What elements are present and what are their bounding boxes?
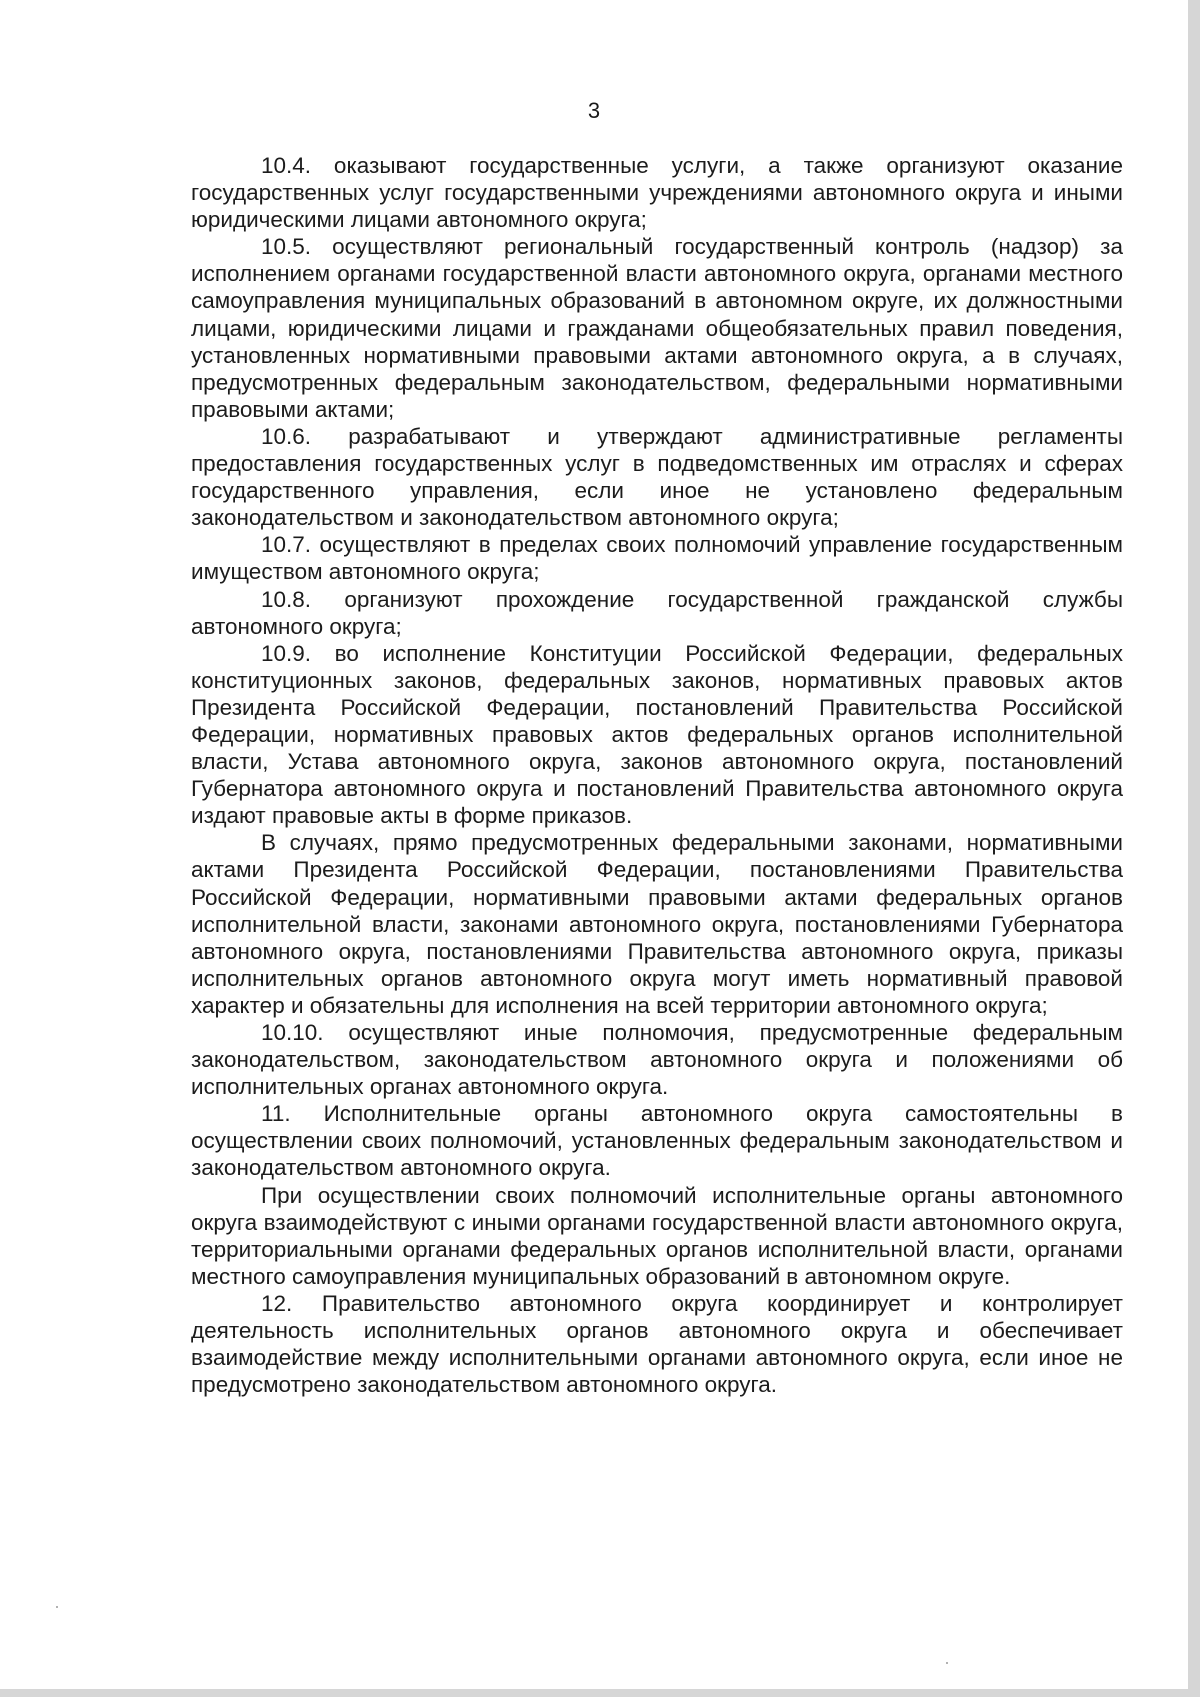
paragraph-11: 11. Исполнительные органы автономного округа самостоятельны в осуществлении своих полномочий, установленных федеральным законодательством и законодательством автономного округа. <box>191 1101 1123 1181</box>
paragraph-10-9: 10.9. во исполнение Конституции Российской Федерации, федеральных конституционных законов, федеральных законов, нормативных правовых актов Президента Российской Федерации, постановлений Правительства Российской Федерации, нормативных правовых актов федеральных органов исполнительной власти, Устава автономного округа, законов автономного округа, постановлений Губернатора автономного округа и постановлений Правительства автономного округа издают правовые акты в форме приказов. <box>191 640 1123 829</box>
paragraph-10-10: 10.10. осуществляют иные полномочия, предусмотренные федеральным законодательством, законодательством автономного округа и положениями об исполнительных органах автономного округа. <box>191 1020 1123 1100</box>
page-number: 3 <box>587 98 601 123</box>
paragraph-10-8: 10.8. организуют прохождение государственной гражданской службы автономного округа; <box>191 586 1123 639</box>
document-body <box>191 152 1123 1398</box>
paragraph-10-7: 10.7. осуществляют в пределах своих полномочий управление государственным имуществом автономного округа; <box>191 532 1123 585</box>
scan-speck <box>56 1606 58 1608</box>
paragraph-12: 12. Правительство автономного округа координирует и контролирует деятельность исполнительных органов автономного округа и обеспечивает взаимодействие между исполнительными органами автономного округа, если иное не предусмотрено законодательством автономного округа. <box>191 1290 1123 1398</box>
paragraph-10-6: 10.6. разрабатывают и утверждают административные регламенты предоставления государственных услуг в подведомственных им отраслях и сферах государственного управления, если иное не установлено федеральным законодательством и законодательством автономного округа; <box>191 423 1123 531</box>
paragraph-10-5: 10.5. осуществляют региональный государственный контроль (надзор) за исполнением органами государственной власти автономного округа, органами местного самоуправления муниципальных образований в автономном округе, их должностными лицами, юридическими лицами и гражданами общеобязательных правил поведения, установленных нормативными правовыми актами автономного округа, а в случаях, предусмотренных федеральным законодательством, федеральными нормативными правовыми актами; <box>191 234 1123 422</box>
paragraph-10-4: 10.4. оказывают государственные услуги, а также организуют оказание государственных услуг государственными учреждениями автономного округа и иными юридическими лицами автономного округа; <box>191 153 1123 233</box>
scan-speck <box>946 1662 948 1664</box>
paragraph-11-continued: При осуществлении своих полномочий исполнительные органы автономного округа взаимодействуют с иными органами государственной власти автономного округа, территориальными органами федеральных органов исполнительной власти, органами местного самоуправления муниципальных образований в автономном округе. <box>191 1182 1123 1289</box>
paragraph-10-9-continued: В случаях, прямо предусмотренных федеральными законами, нормативными актами Президента Российской Федерации, постановлениями Правительства Российской Федерации, нормативными правовыми актами федеральных органов исполнительной власти, законами автономного округа, постановлениями Губернатора автономного округа, постановлениями Правительства автономного округа, приказы исполнительных органов автономного округа могут иметь нормативный правовой характер и обязательны для исполнения на всей территории автономного округа; <box>191 830 1123 1018</box>
